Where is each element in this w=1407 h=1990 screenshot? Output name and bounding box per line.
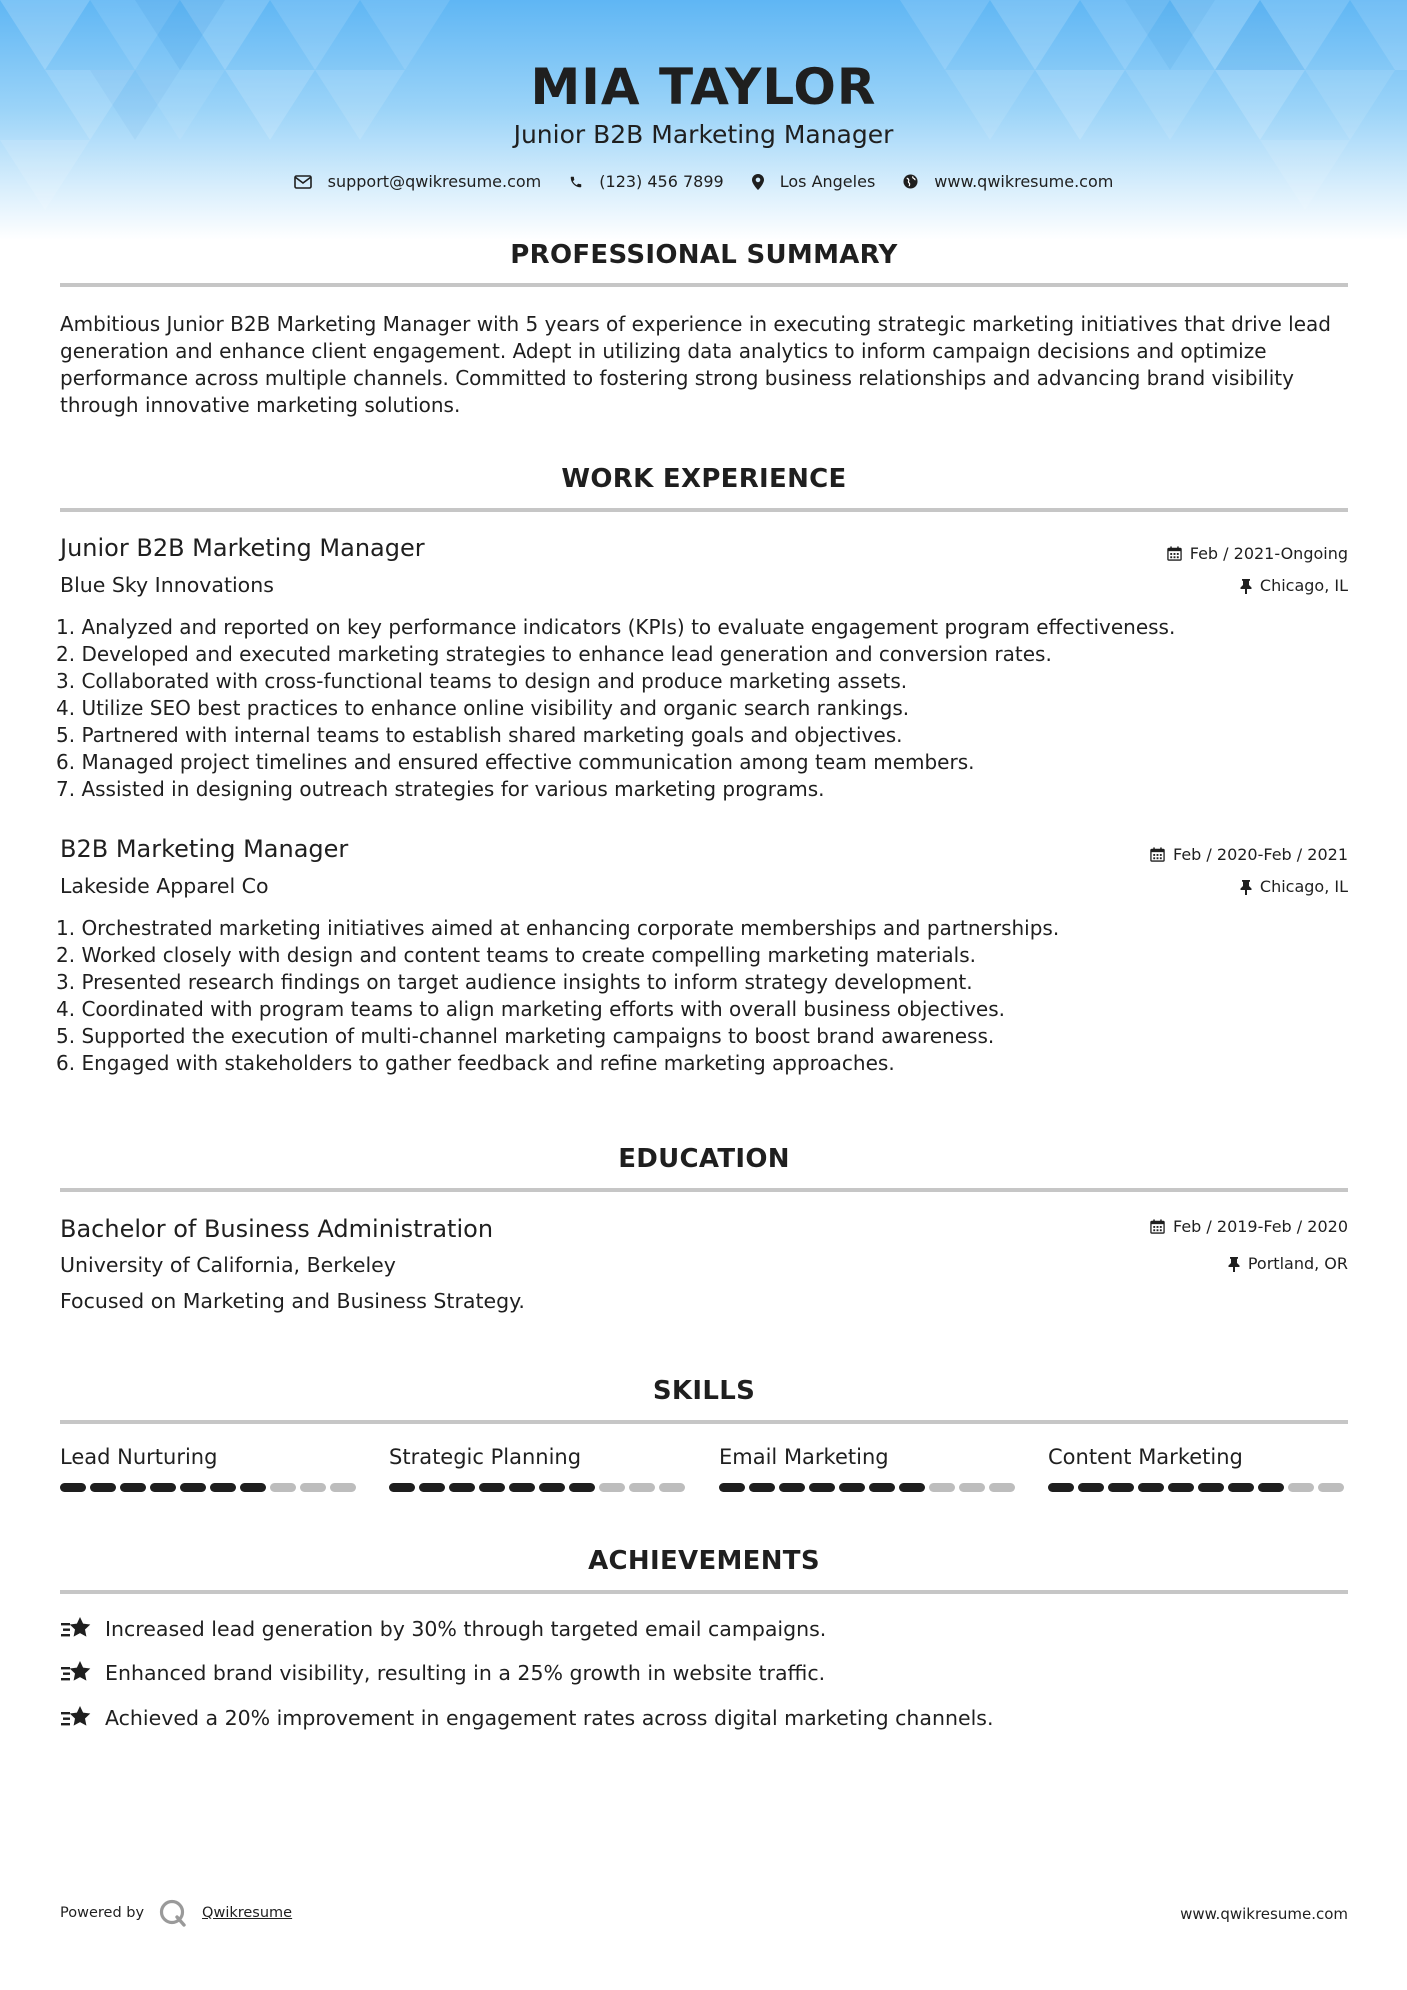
skill-segment-filled bbox=[389, 1483, 415, 1492]
skill-item bbox=[60, 1445, 360, 1492]
achievements-heading: ACHIEVEMENTS bbox=[588, 1546, 820, 1576]
education-divider bbox=[60, 1188, 1348, 1192]
list-item: 6. Engaged with stakeholders to gather feedback and refine marketing approaches. bbox=[56, 1051, 895, 1075]
shooting-star-icon bbox=[60, 1704, 93, 1732]
qwikresume-link[interactable]: Qwikresume bbox=[202, 1905, 293, 1921]
skill-segment-filled bbox=[479, 1483, 505, 1492]
list-item: 7. Assisted in designing outreach strategies for various marketing programs. bbox=[56, 777, 825, 801]
skill-segment-filled bbox=[1168, 1483, 1194, 1492]
education-description: Focused on Marketing and Business Strategy. bbox=[60, 1289, 525, 1313]
skill-segment-empty bbox=[300, 1483, 326, 1492]
skill-segment-filled bbox=[1198, 1483, 1224, 1492]
job-2-title: B2B Marketing Manager bbox=[60, 835, 349, 863]
achievement-item bbox=[60, 1659, 825, 1687]
contact-email[interactable] bbox=[294, 172, 542, 191]
skill-segment-empty bbox=[1288, 1483, 1314, 1492]
skill-segment-filled bbox=[779, 1483, 805, 1492]
calendar-icon bbox=[1150, 847, 1165, 862]
job-1-dates bbox=[1167, 544, 1348, 563]
skill-segment-empty bbox=[959, 1483, 985, 1492]
education-heading: EDUCATION bbox=[618, 1144, 790, 1174]
candidate-title: Junior B2B Marketing Manager bbox=[513, 120, 894, 149]
skill-segment-filled bbox=[509, 1483, 535, 1492]
achievement-text: Increased lead generation by 30% through targeted email campaigns. bbox=[105, 1617, 827, 1641]
education-location-text: Portland, OR bbox=[1247, 1254, 1348, 1273]
list-item: 3. Presented research findings on target audience insights to inform strategy development. bbox=[56, 970, 973, 994]
achievement-text: Enhanced brand visibility, resulting in a 25% growth in website traffic. bbox=[105, 1661, 826, 1685]
skill-segment-filled bbox=[539, 1483, 565, 1492]
job-1-dates-text: Feb / 2021-Ongoing bbox=[1189, 544, 1348, 563]
footer-website[interactable]: www.qwikresume.com bbox=[1180, 1905, 1348, 1923]
phone-icon bbox=[569, 175, 583, 189]
skill-segment-empty bbox=[1318, 1483, 1344, 1492]
job-1-bullets bbox=[56, 614, 1346, 803]
pushpin-icon bbox=[1228, 1256, 1240, 1272]
job-2-location-text: Chicago, IL bbox=[1259, 877, 1348, 896]
skill-segment-empty bbox=[659, 1483, 685, 1492]
phone-text: (123) 456 7899 bbox=[599, 172, 724, 191]
skill-segment-empty bbox=[599, 1483, 625, 1492]
email-text: support@qwikresume.com bbox=[327, 172, 542, 191]
list-item: 5. Partnered with internal teams to establish shared marketing goals and objectives. bbox=[56, 723, 903, 747]
skill-segment-filled bbox=[90, 1483, 116, 1492]
skill-segment-empty bbox=[929, 1483, 955, 1492]
skill-segment-filled bbox=[449, 1483, 475, 1492]
list-item: 3. Collaborated with cross-functional teams to design and produce marketing assets. bbox=[56, 669, 908, 693]
skill-segment-empty bbox=[629, 1483, 655, 1492]
skills-heading: SKILLS bbox=[652, 1376, 756, 1406]
job-1-title: Junior B2B Marketing Manager bbox=[60, 534, 425, 562]
skill-segment-filled bbox=[210, 1483, 236, 1492]
skill-segment-filled bbox=[1228, 1483, 1254, 1492]
skill-segment-filled bbox=[749, 1483, 775, 1492]
skill-name: Strategic Planning bbox=[389, 1445, 582, 1469]
skill-segment-filled bbox=[869, 1483, 895, 1492]
pushpin-icon bbox=[1240, 578, 1252, 594]
summary-text: Ambitious Junior B2B Marketing Manager with 5 years of experience in executing strategic marketing initiatives that drive lead generation and enhance client engagement. Adept in utilizing data analytics to inform campaign decisions and optimize performance across multiple channels. Committed to fostering strong business relationships and advancing brand visibility through innovative marketing solutions. bbox=[60, 312, 1331, 417]
contact-bar bbox=[0, 172, 1407, 191]
contact-website[interactable] bbox=[903, 172, 1113, 191]
skill-segment-filled bbox=[419, 1483, 445, 1492]
education-location bbox=[1228, 1254, 1348, 1273]
job-2-location bbox=[1240, 877, 1348, 896]
list-item: 4. Utilize SEO best practices to enhance online visibility and organic search rankings. bbox=[56, 696, 910, 720]
education-dates bbox=[1150, 1217, 1348, 1236]
skill-segment-filled bbox=[60, 1483, 86, 1492]
skill-item bbox=[1048, 1445, 1348, 1492]
education-dates-text: Feb / 2019-Feb / 2020 bbox=[1173, 1217, 1348, 1236]
shooting-star-icon bbox=[60, 1615, 93, 1643]
job-2-dates-text: Feb / 2020-Feb / 2021 bbox=[1173, 845, 1348, 864]
skill-level-bar bbox=[1048, 1483, 1348, 1492]
job-1-location bbox=[1240, 576, 1348, 595]
skill-segment-filled bbox=[839, 1483, 865, 1492]
skill-segment-filled bbox=[809, 1483, 835, 1492]
skill-segment-filled bbox=[180, 1483, 206, 1492]
achievement-item bbox=[60, 1704, 993, 1732]
skill-segment-empty bbox=[330, 1483, 356, 1492]
skill-segment-filled bbox=[569, 1483, 595, 1492]
achievement-item bbox=[60, 1615, 826, 1643]
candidate-name: MIA TAYLOR bbox=[530, 58, 877, 116]
list-item: 5. Supported the execution of multi-channel marketing campaigns to boost brand awareness. bbox=[56, 1024, 995, 1048]
skill-segment-filled bbox=[899, 1483, 925, 1492]
skill-segment-filled bbox=[1108, 1483, 1134, 1492]
education-degree: Bachelor of Business Administration bbox=[60, 1215, 494, 1243]
list-item: 1. Analyzed and reported on key performance indicators (KPIs) to evaluate engagement program effectiveness. bbox=[56, 615, 1176, 639]
experience-heading: WORK EXPERIENCE bbox=[561, 464, 847, 494]
list-item: 1. Orchestrated marketing initiatives aimed at enhancing corporate memberships and partnerships. bbox=[56, 916, 1060, 940]
location-text: Los Angeles bbox=[779, 172, 876, 191]
skill-segment-filled bbox=[719, 1483, 745, 1492]
contact-location bbox=[752, 172, 876, 191]
achievement-text: Achieved a 20% improvement in engagement rates across digital marketing channels. bbox=[105, 1706, 994, 1730]
globe-icon bbox=[903, 174, 918, 189]
calendar-icon bbox=[1150, 1219, 1165, 1234]
pushpin-icon bbox=[1240, 879, 1252, 895]
job-2-dates bbox=[1150, 845, 1348, 864]
envelope-icon bbox=[294, 175, 312, 189]
qwikresume-logo-icon bbox=[158, 1898, 188, 1928]
contact-phone[interactable] bbox=[569, 172, 723, 191]
skill-segment-filled bbox=[150, 1483, 176, 1492]
list-item: 2. Worked closely with design and content teams to create compelling marketing materials. bbox=[56, 943, 976, 967]
skill-name: Lead Nurturing bbox=[60, 1445, 218, 1469]
list-item: 6. Managed project timelines and ensured effective communication among team members. bbox=[56, 750, 975, 774]
skill-segment-filled bbox=[1138, 1483, 1164, 1492]
list-item: 4. Coordinated with program teams to align marketing efforts with overall business objectives. bbox=[56, 997, 1006, 1021]
website-text: www.qwikresume.com bbox=[934, 172, 1114, 191]
skill-item bbox=[719, 1445, 1019, 1492]
footer-powered-by bbox=[60, 1898, 292, 1928]
summary-divider bbox=[60, 283, 1348, 287]
summary-heading: PROFESSIONAL SUMMARY bbox=[510, 240, 898, 270]
skill-item bbox=[389, 1445, 689, 1492]
education-school: University of California, Berkeley bbox=[60, 1253, 396, 1277]
skill-segment-empty bbox=[270, 1483, 296, 1492]
skill-level-bar bbox=[389, 1483, 689, 1492]
list-item: 2. Developed and executed marketing strategies to enhance lead generation and conversion rates. bbox=[56, 642, 1052, 666]
job-1-company: Blue Sky Innovations bbox=[60, 573, 274, 597]
skill-segment-filled bbox=[120, 1483, 146, 1492]
skill-segment-empty bbox=[989, 1483, 1015, 1492]
skills-divider bbox=[60, 1420, 1348, 1424]
skill-level-bar bbox=[60, 1483, 360, 1492]
map-pin-icon bbox=[752, 174, 764, 190]
job-2-company: Lakeside Apparel Co bbox=[60, 874, 269, 898]
skill-segment-filled bbox=[1078, 1483, 1104, 1492]
achievements-divider bbox=[60, 1590, 1348, 1594]
calendar-icon bbox=[1167, 546, 1182, 561]
powered-by-label: Powered by bbox=[60, 1905, 145, 1921]
job-2-bullets bbox=[56, 915, 1346, 1077]
skill-name: Content Marketing bbox=[1048, 1445, 1243, 1469]
job-1-location-text: Chicago, IL bbox=[1259, 576, 1348, 595]
skill-segment-filled bbox=[1048, 1483, 1074, 1492]
skill-level-bar bbox=[719, 1483, 1019, 1492]
shooting-star-icon bbox=[60, 1659, 93, 1687]
experience-divider bbox=[60, 508, 1348, 512]
skill-segment-filled bbox=[1258, 1483, 1284, 1492]
skill-segment-filled bbox=[240, 1483, 266, 1492]
skill-name: Email Marketing bbox=[719, 1445, 889, 1469]
